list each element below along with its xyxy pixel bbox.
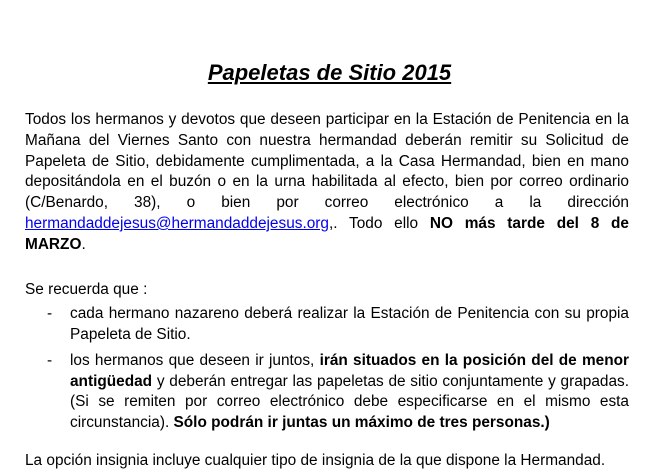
intro-text: Todos los hermanos y devotos que deseen participar en la Estación de Penitencia en la Mañana del Viernes Santo con nuestra hermandad deberán remitir su Solicitud de Papeleta de Sitio, debidamente cumplimentada, a la Casa Hermandad, bien en mano depositándola en el buzón o en la urna habilitada al efecto, bien por correo ordinario (C/Benardo, 38), o bien por correo electrónico a la dirección: [25, 111, 629, 212]
dash-bullet: -: [47, 352, 53, 370]
intro-text-after-email: ,. Todo ello: [328, 214, 430, 232]
list-item: [25, 351, 629, 433]
dash-bullet: -: [47, 305, 53, 322]
recuerda-label: Se recuerda que :: [25, 281, 148, 298]
email-link[interactable]: hermandaddejesus@hermandaddejesus.org: [25, 214, 329, 232]
list-item-bold-text: Sólo podrán ir juntas un máximo de tres personas.): [173, 413, 550, 431]
deadline-text: NO más tarde del 8 de MARZO: [25, 214, 629, 253]
list-item-text: los hermanos que deseen ir juntos,: [70, 352, 320, 370]
intro-end: .: [81, 235, 86, 253]
page-title: Papeletas de Sitio 2015: [207, 60, 452, 85]
intro-paragraph: [25, 110, 629, 256]
list-item-text: cada hermano nazareno deberá realizar la Estación de Penitencia con su propia Papeleta de Sitio.: [70, 305, 629, 343]
footer-note: La opción insignia incluye cualquier tipo de insignia de la que dispone la Hermandad.: [25, 452, 606, 469]
list-item: [25, 304, 629, 345]
list-item-bold-text: irán situados en la posición del de menor antigüedad: [70, 352, 629, 390]
list-item-text: y deberán entregar las papeletas de sitio conjuntamente y grapadas. (Si se remiten por correo electrónico debe especificarse en el mismo esta circunstancia).: [70, 372, 629, 431]
reminder-list: [25, 304, 629, 440]
